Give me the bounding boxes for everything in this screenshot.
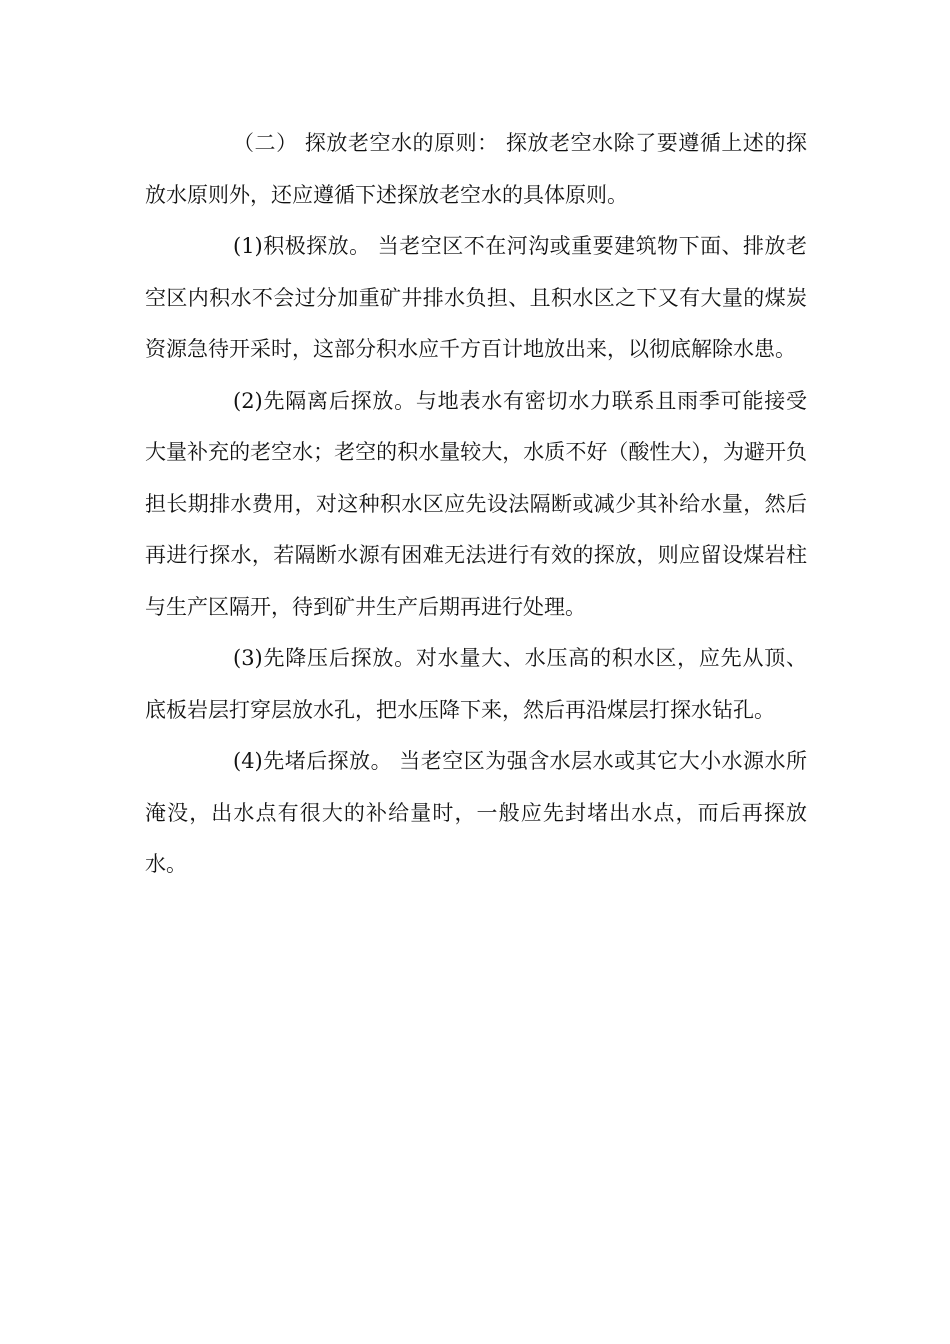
paragraph-plug-first: (4)先堵后探放。 当老空区为强含水层水或其它大小水源水所淹没，出水点有很大的补给量时，一般应先封堵出水点，而后再探放水。 bbox=[145, 749, 807, 876]
document-body bbox=[145, 118, 807, 891]
paragraph-isolate-first: (2)先隔离后探放。与地表水有密切水力联系且雨季可能接受大量补充的老空水；老空的积水量较大，水质不好（酸性大），为避开负担长期排水费用，对这种积水区应先设法隔断或减少其补给水量，然后再进行探水，若隔断水源有困难无法进行有效的探放，则应留设煤岩柱与生产区隔开，待到矿井生产后期再进行处理。 bbox=[145, 388, 807, 619]
paragraph-active-drainage: (1)积极探放。 当老空区不在河沟或重要建筑物下面、排放老空区内积水不会过分加重矿井排水负担、且积水区之下又有大量的煤炭资源急待开采时，这部分积水应千方百计地放出来，以彻底解除水患。 bbox=[145, 234, 807, 361]
paragraph-depressurize-first: (3)先降压后探放。对水量大、水压高的积水区，应先从顶、底板岩层打穿层放水孔，把水压降下来，然后再沿煤层打探水钻孔。 bbox=[145, 646, 807, 722]
paragraph-principles-intro: （二） 探放老空水的原则： 探放老空水除了要遵循上述的探放水原则外，还应遵循下述探放老空水的具体原则。 bbox=[145, 131, 807, 207]
